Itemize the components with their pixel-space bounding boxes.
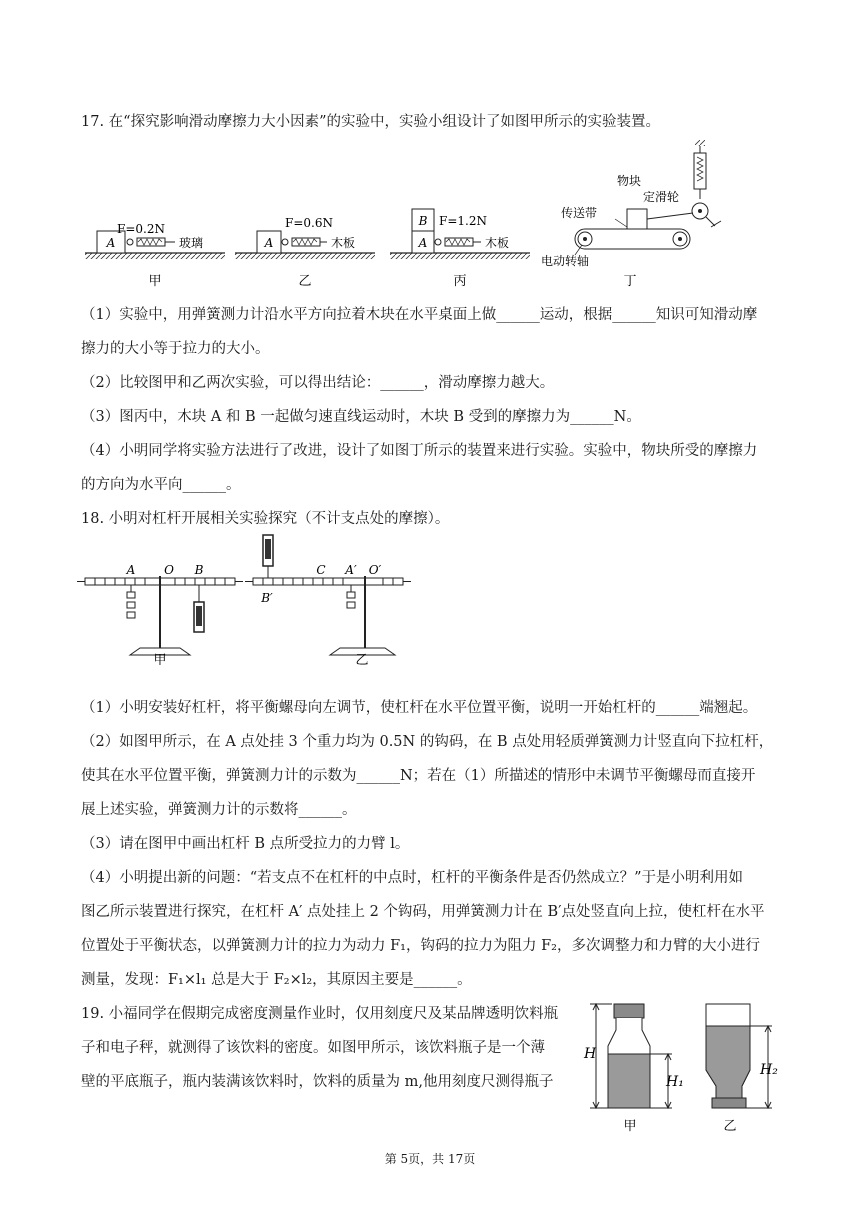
q18-part2-line3: 展上述实验，弹簧测力计的示数将______。: [81, 802, 357, 818]
q19-bottle-figures: [578, 996, 788, 1140]
svg-text:定滑轮: 定滑轮: [643, 190, 680, 204]
q18-title: 18. 小明对杠杆开展相关实验探究（不计支点处的摩擦）。: [81, 511, 450, 527]
q17-part1-line2: 擦力的大小等于拉力的大小。: [81, 341, 270, 357]
q18-part4-line4: 测量，发现：F₁×l₁ 总是大于 F₂×l₂，其原因主要是______。: [81, 972, 472, 988]
q18-part4-line2: 图乙所示装置进行探究，在杠杆 A′ 点处挂上 2 个钩码，用弹簧测力计在 B′点处竖直向上拉，使杠杆在水平: [81, 904, 765, 920]
svg-text:玻璃: 玻璃: [179, 236, 204, 250]
svg-text:H₂: H₂: [760, 1062, 778, 1078]
figure-yi-lever: [245, 535, 411, 655]
figure-jia-lever: [77, 563, 243, 655]
q17-part2: （2）比较图甲和乙两次实验，可以得出结论：______，滑动摩擦力越大。: [81, 375, 555, 391]
caption-lever-jia: 甲: [153, 653, 167, 665]
q17-figures: [75, 135, 725, 295]
svg-text:A′: A′: [345, 563, 357, 577]
svg-text:物块: 物块: [617, 174, 642, 188]
caption-ding: 丁: [623, 274, 637, 289]
svg-text:A: A: [106, 236, 116, 250]
q18-part4-line3: 位置处于平衡状态，以弹簧测力计的拉力为动力 F₁，钩码的拉力为阻力 F₂，多次调整力和力臂的大小进行: [81, 938, 760, 954]
q19-line3: 壁的平底瓶子，瓶内装满该饮料时，饮料的质量为 m,他用刻度尺测得瓶子: [81, 1074, 554, 1090]
svg-text:O: O: [164, 563, 174, 577]
q18-figures: [75, 530, 415, 665]
figure-bing-friction: [390, 209, 530, 259]
caption-bing: 丙: [453, 274, 467, 289]
q18-part2-line2: 使其在水平位置平衡，弹簧测力计的示数为______N；若在（1）所描述的情形中未调节平衡螺母而直接开: [81, 768, 756, 784]
svg-text:B: B: [194, 563, 204, 577]
svg-text:O′: O′: [368, 563, 382, 577]
svg-text:A: A: [264, 236, 274, 250]
q19-line2: 子和电子秤，就测得了该饮料的密度。如图甲所示，该饮料瓶子是一个薄: [81, 1040, 545, 1056]
caption-bottle-yi: 乙: [723, 1119, 737, 1134]
caption-yi: 乙: [298, 274, 312, 289]
q17-part4-line1: （4）小明同学将实验方法进行了改进，设计了如图丁所示的装置来进行实验。实验中，物块所受的摩擦力: [81, 443, 758, 459]
svg-text:B′: B′: [261, 591, 273, 605]
q17-part3: （3）图丙中，木块 A 和 B 一起做匀速直线运动时，木块 B 受到的摩擦力为______N。: [81, 409, 641, 425]
svg-text:传送带: 传送带: [561, 206, 598, 220]
q18-part2-line1: （2）如图甲所示，在 A 点处挂 3 个重力均为 0.5N 的钩码，在 B 点处用轻质弹簧测力计竖直向下拉杠杆，: [81, 734, 774, 750]
q17-title: 17. 在“探究影响滑动摩擦力大小因素”的实验中，实验小组设计了如图甲所示的实验装置。: [81, 114, 660, 130]
q18-part4-line1: （4）小明提出新的问题：“若支点不在杠杆的中点时，杠杆的平衡条件是否仍然成立？”于是小明利用如: [81, 870, 744, 886]
svg-text:A: A: [418, 236, 428, 250]
caption-bottle-jia: 甲: [623, 1119, 637, 1134]
svg-text:F=0.6N: F=0.6N: [285, 216, 333, 230]
q18-part3: （3）请在图甲中画出杠杆 B 点所受拉力的力臂 l。: [81, 836, 410, 852]
figure-bottle-yi: [706, 1004, 778, 1134]
svg-text:H₁: H₁: [666, 1074, 684, 1090]
caption-jia: 甲: [148, 274, 162, 289]
page-footer: 第 5页，共 17页: [384, 1152, 476, 1166]
svg-text:A: A: [126, 563, 136, 577]
q17-part1-line1: （1）实验中，用弹簧测力计沿水平方向拉着木块在水平桌面上做______运动，根据______知识可知滑动摩: [81, 307, 758, 323]
svg-text:B: B: [418, 214, 428, 228]
figure-ding-conveyor: [541, 140, 721, 268]
svg-text:H: H: [584, 1046, 597, 1062]
q18-part1: （1）小明安装好杠杆，将平衡螺母向左调节，使杠杆在水平位置平衡，说明一开始杠杆的______端翘起。: [81, 700, 758, 716]
svg-text:木板: 木板: [485, 236, 510, 250]
figure-jia-friction: [85, 222, 225, 259]
svg-text:电动转轴: 电动转轴: [541, 254, 590, 268]
figure-bottle-jia: [583, 1004, 684, 1134]
caption-lever-yi: 乙: [355, 653, 369, 665]
svg-text:F=1.2N: F=1.2N: [439, 214, 487, 228]
svg-text:木板: 木板: [331, 236, 356, 250]
svg-text:C: C: [316, 563, 326, 577]
q19-line1: 19. 小福同学在假期完成密度测量作业时，仅用刻度尺及某品牌透明饮料瓶: [81, 1006, 559, 1022]
q17-part4-line2: 的方向为水平向______。: [81, 477, 241, 493]
figure-yi-friction: [235, 216, 375, 259]
svg-text:F=0.2N: F=0.2N: [117, 222, 165, 236]
